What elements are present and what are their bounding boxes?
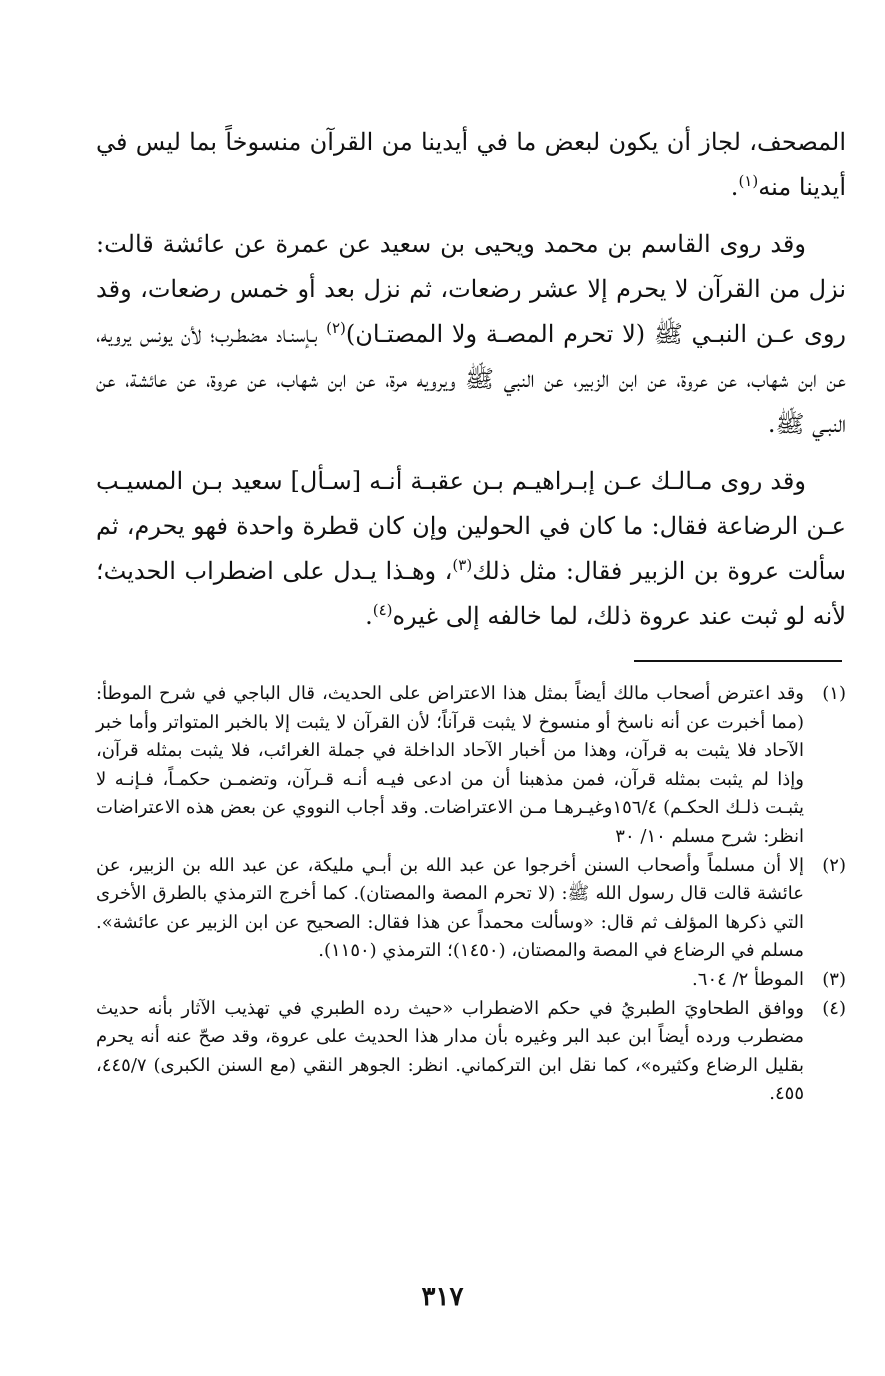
paragraph-text: وقد روى مـالـك عـن إبـراهيـم بـن عقبـة أنـه [سـأل] سعيد بـن المسيـب عـن الرضاعة فقال: ما كان في الحولين وإن كان قطرة واحدة فهو يحرم، ثم سألت عروة بن الزبير فقال: مثل ذلك: [96, 467, 846, 585]
paragraph-2: [96, 222, 846, 447]
footnote-reference: (٤): [372, 601, 393, 619]
paragraph-text: ، وهـذا يـدل على اضطراب الحديث؛ لأنه لو ثبت عند عروة ذلك، لما خالفه إلى غيره: [96, 557, 846, 630]
footnote-reference: (١): [738, 172, 759, 190]
footnote-4: [96, 995, 846, 1109]
footnote-3: [96, 966, 846, 995]
paragraph-text: المصحف، لجاز أن يكون لبعض ما في أيدينا من القرآن منسوخاً بما ليس في أيدينا منه: [96, 128, 846, 201]
footnote-reference: (٣): [452, 556, 473, 574]
footnote-2: [96, 852, 846, 966]
footnote-number: (٣): [822, 968, 846, 990]
paragraph-text: .: [365, 602, 373, 630]
paragraph-3: [96, 459, 846, 639]
footnote-number: (١): [822, 683, 846, 704]
paragraph-text: .: [730, 173, 739, 201]
paragraph-text: بـإسنـاد مضطـرب؛ لأن يونس يرويه، عن ابن شهاب، عن عروة، عن ابن الزبير، عن النبي ﷺ ويرويه مرة، عن ابن شهاب، عن عروة، عن عائشة، عن النبـي ﷺ.: [96, 320, 846, 438]
paragraph-1: [96, 120, 846, 210]
footnote-reference: (٢): [326, 319, 346, 337]
footnote-text: وقد اعترض أصحاب مالك أيضاً بمثل هذا الاعتراض على الحديث، قال الباجي في شرح الموطأ: (مما أخبرت عن أنه ناسخ أو منسوخ لا يثبت قرآناً؛ لأن القرآن لا يثبت إلا بالخبر المتواتر وأما خبر الآحاد فلا يثبت به قرآن، وهذا من أخبار الآحاد الداخلة في جملة الغرائب، فلا يثبت بمثله قرآن، وإذا لم يثبت بمثله قرآن، فمن مذهبنا أن من ادعى فيـه أنـه قـرآن، وتضمـن حكمـاً، فـإنـه لا يثبـت ذلـك الحكـم) ١٥٦/٤وغيـرهـا مـن الاعتراضات. وقد أجاب النووي عن بعض هذه الاعتراضات انظر: شرح مسلم ١٠/ ٣٠: [96, 683, 805, 847]
footnote-1: [96, 680, 846, 852]
footnote-text: الموطأ ٢/ ٦٠٤.: [692, 968, 804, 990]
main-text: [96, 120, 846, 651]
paragraph-text: وقد روى القاسم بن محمد ويحيى بن سعيد عن عمرة عن عائشة قالت: نزل من القرآن لا يحرم إلا عشر رضعات، ثم نزل بعد أو خمس رضعات، وقد روى عـن النبـي ﷺ (لا تحرم المصـة ولا المصتـان): [96, 230, 846, 348]
page-number: ٣١٧: [421, 1282, 464, 1312]
footnote-number: (٤): [822, 997, 846, 1019]
footnotes: [96, 680, 846, 1109]
footnote-divider: [634, 660, 842, 662]
footnote-number: (٢): [822, 854, 846, 876]
footnote-text: ووافق الطحاويَ الطبريُ في حكم الاضطراب «حيث رده الطبري في تهذيب الآثار بأنه حديث مضطرب ورده أيضاً ابن عبد البر وغيره بأن مدار هذا الحديث على عروة، وقد صحّ عنه أنه يحرم بقليل الرضاع وكثيره»، كما نقل ابن التركماني. انظر: الجوهر النقي (مع السنن الكبرى) ٤٤٥/٧، ٤٥٥.: [96, 997, 804, 1105]
footnote-text: إلا أن مسلماً وأصحاب السنن أخرجوا عن عبد الله بن أبـي مليكة، عن عبد الله بن الزبير، عن عائشة قالت قال رسول الله ﷺ: (لا تحرم المصة والمصتان). كما أخرج الترمذي بالطرق الأخرى التي ذكرها المؤلف ثم قال: «وسألت محمداً عن هذا فقال: الصحيح عن ابن الزبير عن عائشة». مسلم في الرضاع في المصة والمصتان، (١٤٥٠)؛ الترمذي (١١٥٠).: [96, 854, 804, 962]
